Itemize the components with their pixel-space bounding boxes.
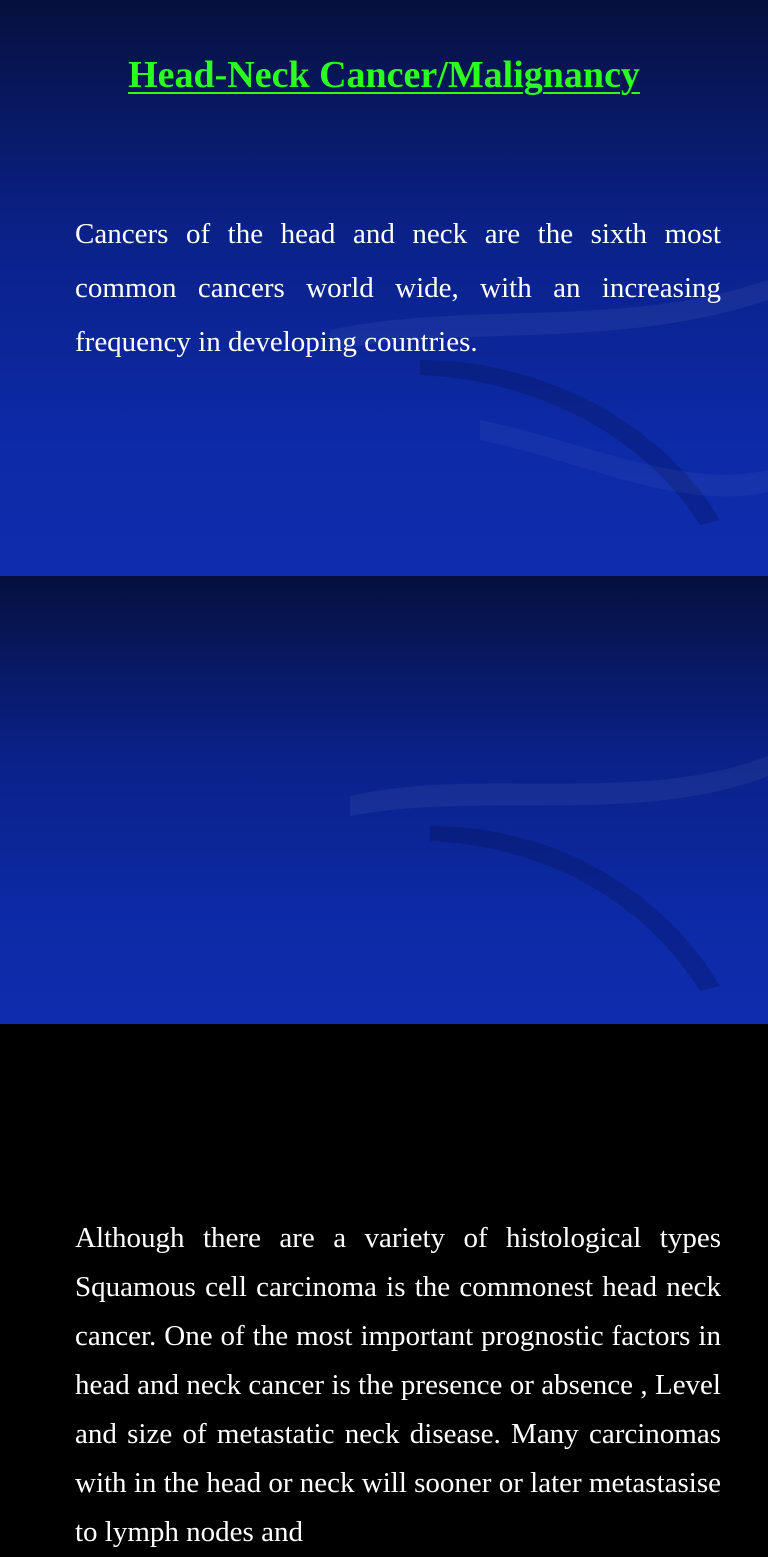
slide-1-paragraph: Cancers of the head and neck are the sixth most common cancers world wide, with an increasing frequency in developing countries.: [75, 218, 721, 358]
slide-2: [0, 576, 768, 1548]
slide-2-paragraph: Although there are a variety of histological types Squamous cell carcinoma is the commonest head neck cancer. One of the most important prognostic factors in head and neck cancer is the presence or absence , Level and size of metastatic neck disease. Many carcinomas with in the head or neck will sooner or later metastasise to lymph nodes and: [75, 1222, 721, 1548]
slide-2-background-swoosh: [0, 576, 768, 1024]
slide-title: Head-Neck Cancer/Malignancy: [128, 54, 640, 96]
slide-1: [0, 0, 768, 576]
